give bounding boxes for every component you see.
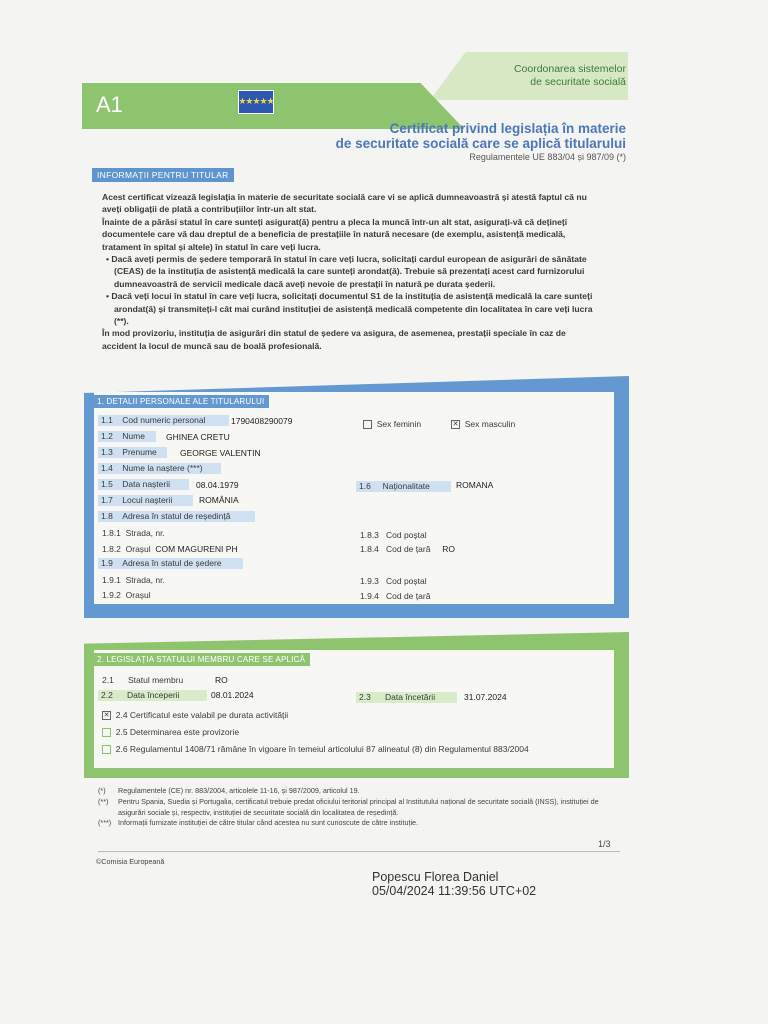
document-title [336, 121, 626, 151]
sex-female-checkbox [363, 420, 372, 429]
row-2-3-label-box [356, 692, 457, 703]
row-1-9-1 [102, 575, 165, 585]
row-1-5-label-box [98, 479, 189, 490]
row-1-7-number: 1.7 [101, 495, 113, 505]
row-1-7-label: Locul nașterii [122, 495, 173, 505]
row-1-8-2-number: 1.8.2 [102, 544, 121, 554]
row-2-6 [102, 744, 529, 754]
row-1-5-number: 1.5 [101, 479, 113, 489]
row-1-5-label: Data nașterii [122, 479, 170, 489]
row-2-2-label-box [98, 690, 207, 701]
row-1-8-1-label: Strada, nr. [125, 528, 165, 538]
section-1-heading: 1. DETALII PERSONALE ALE TITULARULUI [92, 395, 269, 408]
section-2-heading: 2. LEGISLAȚIA STATULUI MEMBRU CARE SE APLICĂ [92, 653, 310, 666]
row-1-9-3-number: 1.9.3 [360, 576, 379, 586]
row-1-9-1-label: Strada, nr. [125, 575, 165, 585]
row-1-8-4-label: Cod de țară [386, 544, 431, 554]
info-paragraph-3: În mod provizoriu, instituția de asigurări din statul de ședere va asigura, de asemenea, prestații speciale în caz de accident la locul de muncă sau de boală profesională. [102, 328, 566, 351]
row-1-8-1 [102, 528, 165, 538]
row-1-9-4-number: 1.9.4 [360, 591, 379, 601]
birth-date-value: 08.04.1979 [196, 480, 239, 490]
row-1-3-label-box [98, 447, 167, 458]
info-text [102, 191, 602, 352]
eu-flag-icon: ★★★★★ [238, 90, 274, 114]
row-2-5 [102, 727, 239, 737]
footnote-mark: (*) [98, 786, 106, 795]
sex-female-option [363, 419, 421, 429]
page-number: 1/3 [598, 839, 611, 849]
row-2-1-label: Statul membru [128, 675, 184, 685]
end-date-value: 31.07.2024 [464, 692, 507, 702]
digital-signature [372, 870, 536, 898]
footnote-mark: (**) [98, 796, 109, 806]
city-value: COM MAGURENI PH [155, 544, 238, 554]
sex-male-label: Sex masculin [464, 419, 516, 429]
row-1-6-label-box [356, 481, 451, 492]
row-1-9-label: Adresa în statul de ședere [122, 558, 222, 568]
coordination-label [514, 63, 626, 89]
signature-timestamp: 05/04/2024 11:39:56 UTC+02 [372, 884, 537, 898]
row-1-9-label-box [98, 558, 243, 569]
row-1-8-4-number: 1.8.4 [360, 544, 379, 554]
row-2-3-label: Data încetării [385, 692, 436, 702]
signer-name: Popescu Florea Daniel [372, 870, 499, 884]
coordination-line-1: Coordonarea sistemelor [513, 63, 626, 75]
sex-male-checkbox: ✕ [452, 421, 459, 429]
member-state-value: RO [215, 675, 228, 685]
row-1-9-3-label: Cod poștal [386, 576, 427, 586]
personal-id-value: 1790408290079 [231, 416, 293, 426]
birth-place-value: ROMÂNIA [199, 495, 239, 505]
row-1-1-label-box [98, 415, 229, 426]
valid-during-activity-checkbox: ✕ [103, 712, 110, 720]
row-1-6-number: 1.6 [359, 481, 371, 491]
row-1-6-label: Naționalitate [382, 481, 430, 491]
row-1-7-label-box [98, 495, 193, 506]
row-1-8-2 [102, 544, 238, 554]
info-heading: INFORMAȚII PENTRU TITULAR [92, 168, 234, 182]
row-1-8-label: Adresa în statul de reședință [122, 511, 231, 521]
coordination-line-2: de securitate socială [530, 76, 626, 88]
info-paragraph-1: Acest certificat vizează legislația în materie de securitate socială care vi se aplică dumneavoastră și atestă faptul că nu aveți obligații de plată a contribuțiilor într-un alt stat. [102, 192, 587, 215]
first-name-value: GEORGE VALENTIN [180, 448, 261, 458]
row-2-1-number: 2.1 [102, 675, 114, 685]
document-subtitle: Regulamentele UE 883/04 și 987/09 (*) [469, 152, 626, 162]
footer-divider [98, 851, 620, 852]
row-1-1-number: 1.1 [101, 415, 113, 425]
row-2-3-number: 2.3 [359, 692, 371, 702]
nationality-value: ROMANA [456, 480, 494, 490]
row-1-8-1-number: 1.8.1 [102, 528, 121, 538]
footnote-text: Regulamentele (CE) nr. 883/2004, articolele 11-16, și 987/2009, articolul 19. [118, 786, 360, 795]
footnote [98, 818, 618, 829]
title-line-1: Certificat privind legislația în materie [389, 121, 626, 136]
row-1-9-3 [360, 576, 427, 586]
row-1-3-number: 1.3 [101, 447, 113, 457]
row-2-5-label: 2.5 Determinarea este provizorie [115, 727, 240, 737]
row-2-2-number: 2.2 [101, 690, 113, 700]
row-1-4-label: Nume la naștere (***) [122, 463, 203, 473]
row-1-9-2-number: 1.9.2 [102, 590, 121, 600]
info-bullet-1: • Dacă aveți permis de ședere temporară în statul în care veți lucra, solicitați cardul european de asigurări de sănătate (CEAS) de la instituția de asistență medicală la care sunteți arondat(ă). Trebuie să prezentați acest card furnizorului dumneavoastră de servicii medicale dacă aveți nevoie de prestații în natură pe durata șederii. [106, 254, 587, 289]
surname-value: GHINEA CRETU [166, 432, 230, 442]
row-1-8-label-box [98, 511, 255, 522]
info-bullet-2: • Dacă veți locui în statul în care veți lucra, solicitați documentul S1 de la instituția de asistență medicală la care sunteți arondat(ă) și transmiteți-l cât mai curând instituției de asistență medicală competente din localitatea în care veți lucra (**). [106, 291, 593, 327]
footnote [98, 797, 618, 819]
row-2-2-label: Data începerii [127, 690, 180, 700]
row-1-9-number: 1.9 [101, 558, 113, 568]
row-1-8-4 [360, 544, 455, 554]
footnote [98, 786, 618, 797]
footnotes [98, 786, 618, 829]
row-1-9-4-label: Cod de țară [386, 591, 431, 601]
row-1-8-number: 1.8 [101, 511, 113, 521]
row-1-1-label: Cod numeric personal [122, 415, 206, 425]
info-paragraph-2: Înainte de a părăsi statul în care sunteți asigurat(ă) pentru a pleca la muncă într-un alt stat, asigurați-vă că dețineți documentele care vă dau dreptul de a beneficia de prestațiile în natură necesare (de exemplu, asistență medicală, tratament în spital și altele) în statul în care veți lucra. [102, 216, 568, 252]
sex-male-option [451, 419, 515, 429]
footnote-mark: (***) [98, 818, 112, 828]
row-1-4-label-box [98, 463, 221, 474]
row-1-4-number: 1.4 [101, 463, 113, 473]
row-2-1 [102, 675, 183, 685]
sex-female-label: Sex feminin [376, 419, 422, 429]
country-code-value: RO [442, 544, 455, 554]
title-line-2: de securitate socială care se aplică titularului [335, 136, 626, 151]
row-1-9-2-label: Orașul [125, 590, 151, 600]
row-2-4 [102, 710, 288, 720]
row-2-4-label: 2.4 Certificatul este valabil pe durata activității [115, 710, 289, 720]
row-1-9-4 [360, 591, 430, 601]
commission-copyright: ©Comisia Europeană [96, 857, 165, 866]
row-1-9-2 [102, 590, 151, 600]
row-1-2-number: 1.2 [101, 431, 113, 441]
row-1-8-3-number: 1.8.3 [360, 530, 379, 540]
provisional-checkbox [102, 728, 111, 737]
row-1-9-1-number: 1.9.1 [102, 575, 121, 585]
row-1-3-label: Prenume [122, 447, 157, 457]
form-code: A1 [96, 92, 123, 117]
footnote-text: Informații furnizate instituției de către titular când acestea nu sunt cunoscute de către instituție. [118, 818, 419, 828]
row-1-8-3-label: Cod poștal [386, 530, 427, 540]
start-date-value: 08.01.2024 [211, 690, 254, 700]
regulation-1408-checkbox [102, 745, 111, 754]
row-1-2-label-box [98, 431, 156, 442]
row-1-8-3 [360, 530, 427, 540]
footnote-text: Pentru Spania, Suedia și Portugalia, certificatul trebuie predat oficiului teritorial principal al Institutului național de securitate socială (INSS), instituției de asigurări sociale și, respectiv, instituției de securitate socială din localitatea de reședință. [118, 796, 599, 817]
row-1-8-2-label: Orașul [125, 544, 151, 554]
row-2-6-label: 2.6 Regulamentul 1408/71 rămâne în vigoare în temeiul articolului 87 alineatul (8) din Regulamentul 883/2004 [115, 744, 529, 754]
row-1-2-label: Nume [122, 431, 145, 441]
